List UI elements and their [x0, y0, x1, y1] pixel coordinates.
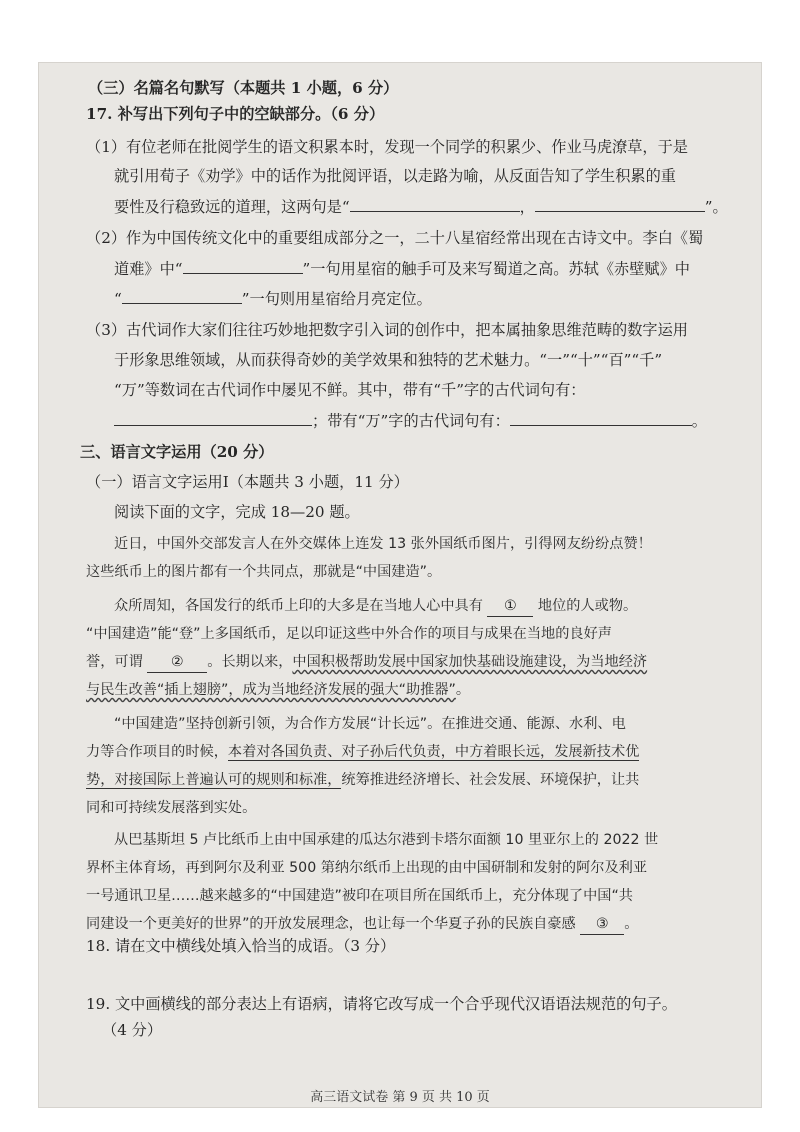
q17-p1-line2: 就引用荀子《劝学》中的话作为批阅评语，以走路为喻，从反面告知了学生积累的重: [114, 167, 676, 185]
passage-text: 统筹推进经济增长、社会发展、环境保护，让共: [341, 772, 640, 788]
part3-heading: 三、语言文字运用（20 分）: [80, 443, 274, 461]
passage-line: [86, 770, 639, 790]
q17-p1-comma: ，: [519, 198, 535, 216]
q17-p1-line1: （1）有位老师在批阅学生的语文积累本时，发现一个同学的积累少、作业马虎潦草，于是: [86, 138, 688, 156]
passage-line: “中国建造”能“登”上多国纸币，足以印证这些中外合作的项目与成果在当地的良好声: [86, 626, 612, 642]
underlined-sentence: 势，对接国际上普遍认可的规则和标准，: [86, 772, 342, 788]
q18-prompt: 18. 请在文中横线处填入恰当的成语。（3 分）: [86, 937, 396, 955]
passage-line: 这些纸币上的图片都有一个共同点，那就是“中国建造”。: [86, 564, 442, 580]
passage-line: 从巴基斯坦 5 卢比纸币上由中国承建的瓜达尔港到卡塔尔面额 10 里亚尔上的 2022 世: [114, 832, 659, 848]
passage-line: [86, 914, 638, 935]
passage-line: 界杯主体育场，再到阿尔及利亚 500 第纳尔纸币上出现的由中国研制和发射的阿尔及利亚: [86, 860, 648, 876]
q17-title: 17. 补写出下列句子中的空缺部分。（6 分）: [86, 105, 385, 123]
q17-p3-line1: （3）古代词作大家们往往巧妙地把数字引入词的创作中，把本属抽象思维范畴的数字运用: [86, 321, 688, 339]
q17-p3-line4: [114, 410, 707, 431]
wavy-underlined-text: 与民生改善“插上翅膀”，成为当地经济发展的强大“助推器”: [86, 682, 456, 698]
passage-line: [86, 652, 647, 673]
q17-p3-end: 。: [691, 412, 707, 430]
q17-p2-line3: [114, 288, 432, 309]
passage-text: 同建设一个更美好的世界”的开放发展理念，也让每一个华夏子孙的民族自豪感: [86, 916, 576, 932]
q19-prompt: 19. 文中画横线的部分表达上有语病，请将它改写成一个合乎现代汉语语法规范的句子。: [86, 995, 677, 1013]
sub1-heading: （一）语言文字运用Ⅰ（本题共 3 小题，11 分）: [86, 473, 409, 491]
passage-text: 众所周知，各国发行的纸币上印的大多是在当地人心中具有: [114, 598, 483, 614]
passage-line: [114, 596, 637, 617]
answer-blank-2[interactable]: [535, 196, 705, 212]
blank-marker-2[interactable]: ②: [147, 652, 207, 673]
q17-p1-end: ”。: [704, 198, 728, 216]
q17-p2-text: 道难》中“: [114, 260, 183, 278]
answer-blank-6[interactable]: [510, 410, 692, 426]
passage-text: 地位的人或物。: [537, 598, 638, 614]
q17-p3-line2: 于形象思维领域，从而获得奇妙的美学效果和独特的艺术魅力。“一”“十”“百”“千”: [114, 351, 663, 369]
answer-blank-4[interactable]: [122, 288, 242, 304]
q17-p2-text-c: ”一句则用星宿给月亮定位。: [241, 290, 432, 308]
q17-p2-quote: “: [114, 290, 122, 308]
q17-p1-text: 要性及行稳致远的道理，这两句是“: [114, 198, 350, 216]
q17-p3-text: ；带有“万”字的古代词句有：: [312, 412, 510, 430]
instruction: 阅读下面的文字，完成 18—20 题。: [114, 503, 360, 521]
answer-blank-3[interactable]: [183, 258, 303, 274]
answer-blank-1[interactable]: [350, 196, 520, 212]
passage-line: 同和可持续发展落到实处。: [86, 800, 257, 816]
passage-text: 。: [455, 682, 471, 698]
blank-marker-1[interactable]: ①: [487, 596, 533, 617]
passage-text: 。长期以来，: [207, 654, 293, 670]
q17-p2-line1: （2）作为中国传统文化中的重要组成部分之一，二十八星宿经常出现在古诗文中。李白《蜀: [86, 229, 704, 247]
q17-p2-line2: [114, 258, 690, 279]
passage-line: [86, 742, 639, 762]
passage-text: 。: [624, 916, 639, 932]
wavy-underlined-text: 中国积极帮助发展中国家加快基础设施建设，为当地经济: [292, 654, 648, 670]
passage-line: 近日，中国外交部发言人在外交媒体上连发 13 张外国纸币图片，引得网友纷纷点赞！: [114, 536, 652, 552]
passage-line: [86, 680, 470, 700]
blank-marker-3[interactable]: ③: [580, 914, 624, 935]
answer-blank-5[interactable]: [114, 410, 312, 426]
passage-line: 一号通讯卫星……越来越多的“中国建造”被印在项目所在国纸币上，充分体现了中国“共: [86, 888, 633, 904]
q19-points: （4 分）: [102, 1021, 163, 1039]
passage-line: “中国建造”坚持创新引领，为合作方发展“计长远”。在推进交通、能源、水利、电: [114, 716, 626, 732]
q17-p1-line3: [114, 196, 728, 217]
passage-text: 誉，可谓: [86, 654, 143, 670]
underlined-sentence: 本着对各国负责、对子孙后代负责，中方着眼长远，发展新技术优: [227, 744, 640, 760]
q17-p3-line3: “万”等数词在古代词作中屡见不鲜。其中，带有“千”字的古代词句有：: [114, 381, 586, 399]
section-heading: （三）名篇名句默写（本题共 1 小题，6 分）: [88, 79, 399, 97]
page-footer: 高三语文试卷 第 9 页 共 10 页: [310, 1090, 490, 1105]
passage-text: 力等合作项目的时候，: [86, 744, 228, 760]
exam-page: [38, 62, 762, 1108]
q17-p2-text-b: ”一句用星宿的触手可及来写蜀道之高。苏轼《赤壁赋》中: [302, 260, 690, 278]
